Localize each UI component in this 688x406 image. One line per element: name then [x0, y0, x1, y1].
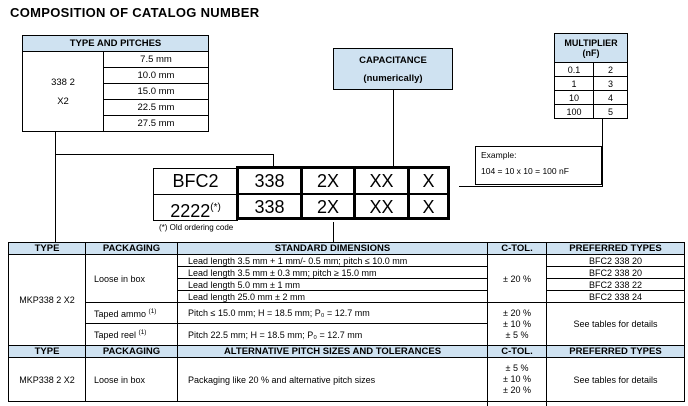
type-cell: MKP338 2 X2 [9, 358, 86, 402]
taped-reel-footnote-mark: (1) [138, 329, 147, 336]
example-formula: 104 = 10 x 10 = 100 nF [481, 166, 569, 176]
packaging-cell: Loose in box [86, 358, 178, 402]
old-prefix-text: 2222 [170, 201, 211, 221]
col-header-packaging: PACKAGING [86, 346, 178, 358]
preferred-type-cell: BFC2 338 20 [547, 255, 685, 267]
preferred-type-cell: See tables for details [547, 303, 685, 346]
col-header-standard-dimensions: STANDARD DIMENSIONS [178, 243, 488, 255]
col-header-ctol: C-TOL. [488, 346, 547, 358]
code-segment: XX [353, 193, 407, 217]
code-segments-box [236, 166, 450, 220]
page-title: COMPOSITION OF CATALOG NUMBER [10, 5, 260, 20]
code-segment: 2X [300, 169, 353, 193]
table-continuation-stub [487, 402, 488, 406]
packaging-taped-reel [86, 324, 178, 346]
old-prefix-footnote-mark: (*) [210, 202, 221, 213]
multiplier-code: 5 [594, 105, 628, 119]
alternative-header-row [9, 346, 685, 358]
connector-2x-to-table [333, 222, 334, 242]
ctol-line: ± 5 % [505, 329, 529, 340]
pitch-value: 10.0 mm [104, 68, 209, 84]
col-header-preferred-types: PREFERRED TYPES [547, 243, 685, 255]
multiplier-code: 2 [594, 63, 628, 77]
dimension-cell: Pitch ≤ 15.0 mm; H = 18.5 mm; P₀ = 12.7 mm [178, 303, 488, 324]
type-code-line2: X2 [57, 95, 69, 107]
multiplier-code: 3 [594, 77, 628, 91]
type-and-pitches-table [22, 35, 209, 132]
code-segment: X [407, 169, 447, 193]
multiplier-code: 4 [594, 91, 628, 105]
pitch-value: 15.0 mm [104, 84, 209, 100]
table-row-taped-ammo [9, 303, 685, 324]
packaging-loose-in-box: Loose in box [86, 255, 178, 303]
type-pitches-header: TYPE AND PITCHES [23, 36, 209, 52]
dimension-cell: Lead length 3.5 mm ± 0.3 mm; pitch ≥ 15.0 mm [178, 267, 488, 279]
old-ordering-prefix [154, 195, 237, 220]
dimension-cell: Pitch 22.5 mm; H = 18.5 mm; P₀ = 12.7 mm [178, 324, 488, 346]
dimension-cell: Lead length 5.0 mm ± 1 mm [178, 279, 488, 291]
old-code-footnote: (*) Old ordering code [159, 223, 234, 232]
preferred-type-cell: BFC2 338 24 [547, 291, 685, 303]
capacitance-label: CAPACITANCE [359, 55, 427, 66]
pitch-value: 7.5 mm [104, 52, 209, 68]
packaging-taped-ammo [86, 303, 178, 324]
multiplier-value: 100 [555, 105, 594, 119]
col-header-packaging: PACKAGING [86, 243, 178, 255]
pitch-value: 27.5 mm [104, 116, 209, 132]
preferred-type-cell: BFC2 338 22 [547, 279, 685, 291]
type-cell: MKP338 2 X2 [9, 255, 86, 346]
type-code-line1: 338 2 [51, 76, 75, 88]
col-header-ctol: C-TOL. [488, 243, 547, 255]
ctol-cell [488, 358, 547, 402]
ctol-line: ± 20 % [503, 385, 531, 395]
ctol-cell: ± 20 % [488, 255, 547, 303]
example-label: Example: [481, 150, 517, 160]
ctol-line: ± 5 % [505, 363, 529, 373]
multiplier-header-line1: MULTIPLIER [564, 38, 618, 48]
multiplier-value: 0.1 [555, 63, 594, 77]
preferred-type-cell: See tables for details [547, 358, 685, 402]
taped-ammo-footnote-mark: (1) [148, 307, 157, 315]
connector-type-to-338 [273, 154, 274, 166]
standard-header-row [9, 243, 685, 255]
code-segment: X [407, 193, 447, 217]
table-row [9, 255, 685, 267]
col-header-preferred-types: PREFERRED TYPES [547, 346, 685, 358]
code-segment: 338 [254, 171, 285, 191]
example-box [475, 146, 602, 185]
multiplier-table [554, 33, 628, 119]
multiplier-header [555, 34, 628, 63]
capacitance-box [333, 48, 453, 90]
code-prefix-box [153, 168, 238, 221]
alternative-description-cell: Packaging like 20 % and alternative pitch sizes [178, 358, 488, 402]
ctol-cell [488, 303, 547, 346]
ctol-line: ± 20 % [503, 307, 531, 318]
new-ordering-prefix: BFC2 [154, 169, 237, 195]
multiplier-value: 10 [555, 91, 594, 105]
dimension-cell: Lead length 3.5 mm + 1 mm/- 0.5 mm; pitch ≤ 10.0 mm [178, 255, 488, 267]
dimensions-tables [8, 242, 685, 402]
code-segment: 2X [300, 193, 353, 217]
preferred-type-cell: BFC2 338 20 [547, 267, 685, 279]
ctol-line: ± 10 % [503, 318, 531, 329]
capacitance-sublabel: (numerically) [363, 73, 423, 84]
table-row-alternative [9, 358, 685, 402]
col-header-type: TYPE [9, 243, 86, 255]
taped-reel-label: Taped reel [94, 330, 139, 340]
type-code-cell [23, 52, 104, 132]
connector-capacitance-to-xx [393, 89, 394, 166]
connector-type-to-table [55, 131, 56, 242]
table-continuation-stub [546, 402, 547, 406]
col-header-type: TYPE [9, 346, 86, 358]
connector-x-to-multiplier-h [459, 186, 603, 187]
code-segment: XX [353, 169, 407, 193]
connector-type-branch-h [55, 154, 274, 155]
taped-ammo-label: Taped ammo [94, 308, 149, 319]
connector-multiplier-v [602, 119, 603, 187]
pitch-value: 22.5 mm [104, 100, 209, 116]
dimension-cell: Lead length 25.0 mm ± 2 mm [178, 291, 488, 303]
multiplier-value: 1 [555, 77, 594, 91]
multiplier-header-line2: (nF) [582, 48, 600, 58]
ctol-line: ± 10 % [503, 374, 531, 384]
code-segment: 338 [239, 193, 300, 217]
col-header-alternative-pitch: ALTERNATIVE PITCH SIZES AND TOLERANCES [178, 346, 488, 358]
